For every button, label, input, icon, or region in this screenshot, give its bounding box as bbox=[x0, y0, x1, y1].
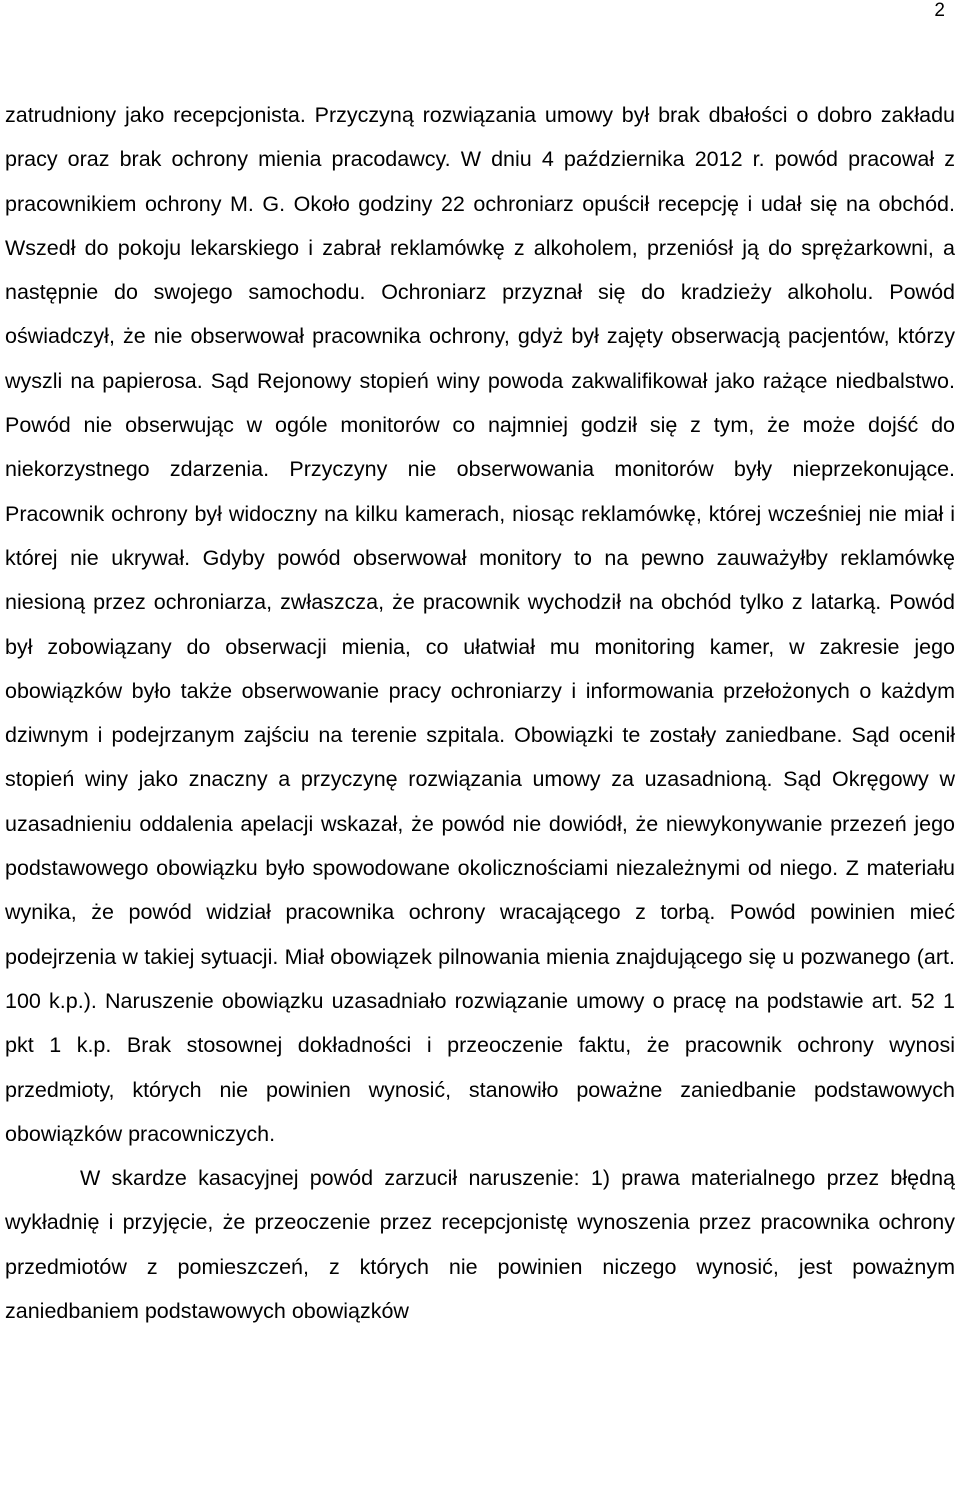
paragraph-1: zatrudniony jako recepcjonista. Przyczyną rozwiązania umowy był brak dbałości o dobro zakładu pracy oraz brak ochrony mienia pracodawcy. W dniu 4 października 2012 r. powód pracował z pracownikiem ochrony M. G. Około godziny 22 ochroniarz opuścił recepcję i udał się na obchód. Wszedł do pokoju lekarskiego i zabrał reklamówkę z alkoholem, przeniósł ją do sprężarkowni, a następnie do swojego samochodu. Ochroniarz przyznał się do kradzieży alkoholu. Powód oświadczył, że nie obserwował pracownika ochrony, gdyż był zajęty obserwacją pacjentów, którzy wyszli na papierosa. Sąd Rejonowy stopień winy powoda zakwalifikował jako rażące niedbalstwo. Powód nie obserwując w ogóle monitorów co najmniej godził się z tym, że może dojść do niekorzystnego zdarzenia. Przyczyny nie obserwowania monitorów były nieprzekonujące. Pracownik ochrony był widoczny na kilku kamerach, niosąc reklamówkę, której wcześniej nie miał i której nie ukrywał. Gdyby powód obserwował monitory to na pewno zauważyłby reklamówkę niesioną przez ochroniarza, zwłaszcza, że pracownik wychodził na obchód tylko z latarką. Powód był zobowiązany do obserwacji mienia, co ułatwiał mu monitoring kamer, w zakresie jego obowiązków było także obserwowanie pracy ochroniarzy i informowania przełożonych o każdym dziwnym i podejrzanym zajściu na terenie szpitala. Obowiązki te zostały zaniedbane. Sąd ocenił stopień winy jako znaczny a przyczynę rozwiązania umowy za uzasadnioną. Sąd Okręgowy w uzasadnieniu oddalenia apelacji wskazał, że powód nie dowiódł, że niewykonywanie przezeń jego podstawowego obowiązku było spowodowane okolicznościami niezależnymi od niego. Z materiału wynika, że powód widział pracownika ochrony wracającego z torbą. Powód powinien mieć podejrzenia w takiej sytuacji. Miał obowiązek pilnowania mienia znajdującego się u pozwanego (art. 100 k.p.). Naruszenie obowiązku uzasadniało rozwiązanie umowy o pracę na podstawie art. 52 1 pkt 1 k.p. Brak stosownej dokładności i przeoczenie faktu, że pracownik ochrony wynosi przedmioty, których nie powinien wynosić, stanowiło poważne zaniedbanie podstawowych obowiązków pracowniczych. bbox=[5, 103, 955, 1146]
document-body bbox=[5, 93, 955, 1333]
paragraph-2: W skardze kasacyjnej powód zarzucił naruszenie: 1) prawa materialnego przez błędną wykładnię i przyjęcie, że przeoczenie przez recepcjonistę wynoszenia przez pracownika ochrony przedmiotów z pomieszczeń, z których nie powinien niczego wynosić, jest poważnym zaniedbaniem podstawowych obowiązków bbox=[5, 1166, 955, 1324]
page-number: 2 bbox=[934, 0, 945, 21]
